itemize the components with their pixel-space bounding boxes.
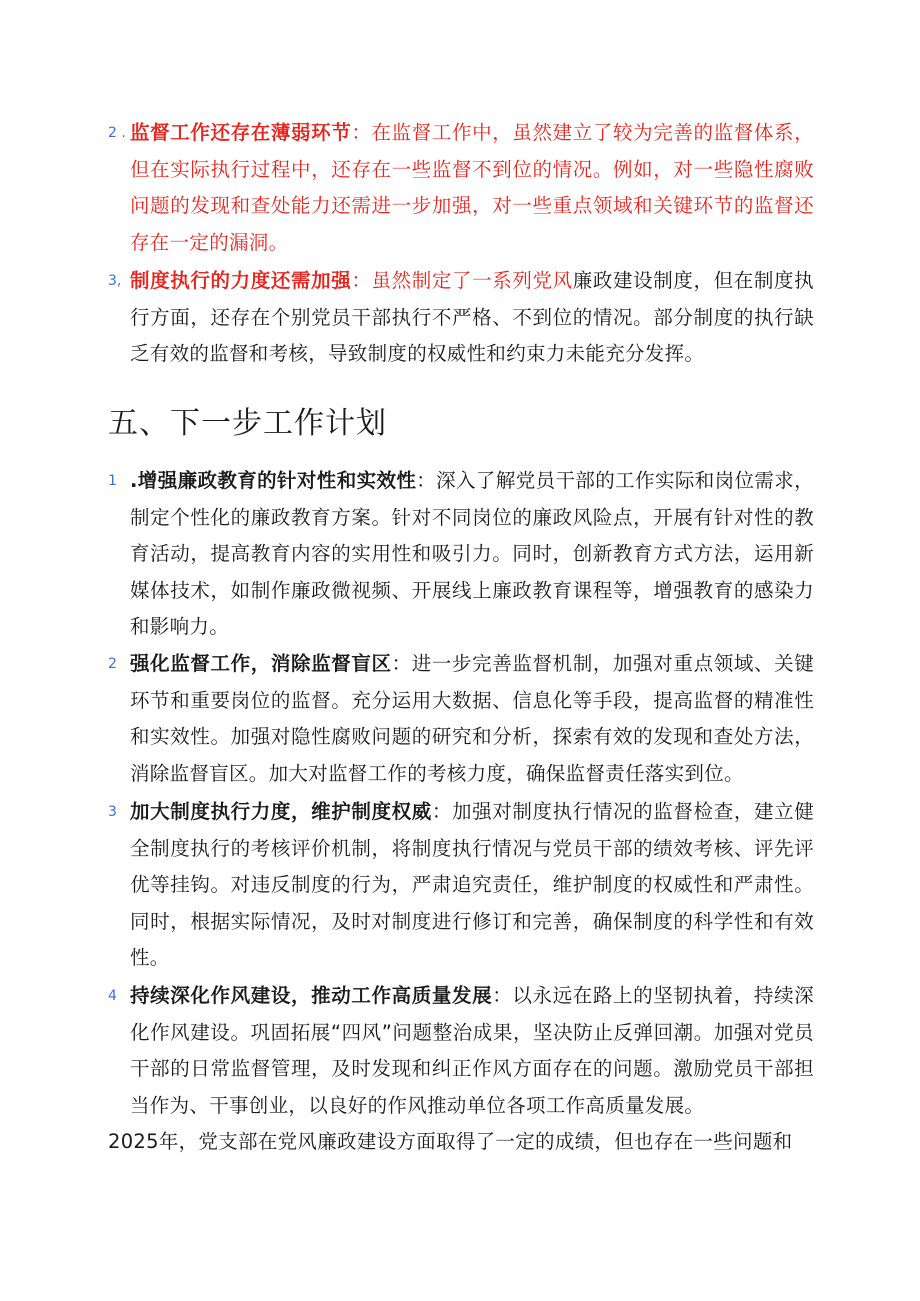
list-number: 2 . (108, 125, 126, 141)
weakness-item-3-red-text: 虽然制定了一系列党风 (371, 269, 573, 292)
weakness-item-2 (108, 115, 814, 261)
plan-item-1-body: 深入了解党员干部的工作实际和岗位需求，制定个性化的廉政教育方案。针对不同岗位的廉政风险点，开展有针对性的教育活动，提高教育内容的实用性和吸引力。同时，创新教育方式方法，运用新媒体技术，如制作廉政微视频、开展线上廉政教育课程等，增强教育的感染力和影响力。 (130, 469, 814, 638)
heading-separator: ： (391, 652, 412, 675)
heading-separator: ： (351, 121, 372, 144)
plan-item-1-heading: .增强廉政教育的针对性和实效性 (130, 469, 417, 492)
heading-separator: ： (431, 800, 453, 823)
plan-item-2-heading: 强化监督工作，消除监督盲区 (130, 652, 392, 675)
weakness-item-3-body: 廉政建设制度，但在制度执行方面，还存在个别党员干部执行不严格、不到位的情况。部分制度的执行缺乏有效的监督和考核，导致制度的权威性和约束力未能充分发挥。 (130, 269, 814, 365)
plan-item-1-text (130, 463, 814, 646)
weakness-item-2-body: 在监督工作中，虽然建立了较为完善的监督体系，但在实际执行过程中，还存在一些监督不到位的情况。例如，对一些隐性腐败问题的发现和查处能力还需进一步加强，对一些重点领域和关键环节的监督还存在一定的漏洞。 (130, 121, 814, 254)
plan-item-4 (108, 978, 814, 1124)
plan-item-1 (108, 463, 814, 646)
list-number: 3 (108, 804, 117, 820)
weakness-item-2-heading: 监督工作还存在薄弱环节 (130, 121, 352, 144)
plan-item-2-body: 进一步完善监督机制，加强对重点领域、关键环节和重要岗位的监督。充分运用大数据、信息化等手段，提高监督的精准性和实效性。加强对隐性腐败问题的研究和分析，探索有效的发现和查处方法，消除监督盲区。加大对监督工作的考核力度，确保监督责任落实到位。 (130, 652, 814, 785)
closing-paragraph: 2025年，党支部在党风廉政建设方面取得了一定的成绩，但也存在一些问题和 (108, 1130, 793, 1153)
plan-item-4-heading: 持续深化作风建设，推动工作高质量发展 (130, 984, 493, 1007)
heading-separator: ： (416, 469, 437, 492)
plan-item-3-body: 加强对制度执行情况的监督检查，建立健全制度执行的考核评价机制，将制度执行情况与党员干部的绩效考核、评先评优等挂钩。对违反制度的行为，严肃追究责任，维护制度的权威性和严肃性。同时，根据实际情况，及时对制度进行修订和完善，确保制度的科学性和有效性。 (130, 800, 814, 969)
plan-item-4-body: 以永远在路上的坚韧执着，持续深化作风建设。巩固拓展“四风”问题整治成果，坚决防止反弹回潮。加强对党员干部的日常监督管理，及时发现和纠正作风方面存在的问题。激励党员干部担当作为、干事创业，以良好的作风推动单位各项工作高质量发展。 (130, 984, 814, 1117)
section-title: 五、下一步工作计划 (108, 406, 387, 441)
list-number: 3, (108, 273, 122, 289)
weakness-item-2-text (130, 115, 814, 261)
weakness-item-3-heading: 制度执行的力度还需加强 (130, 269, 352, 292)
plan-item-3-text (130, 794, 814, 977)
list-number: 2 (108, 656, 117, 672)
plan-item-2 (108, 646, 814, 792)
plan-item-4-text (130, 978, 814, 1124)
plan-item-2-text (130, 646, 814, 792)
heading-separator: ： (492, 984, 513, 1007)
weakness-item-3-text (130, 263, 814, 373)
weakness-item-3 (108, 263, 814, 373)
list-number: 1 (108, 473, 117, 489)
heading-separator: ： (351, 269, 372, 292)
list-number: 4 (108, 988, 117, 1004)
plan-item-3 (108, 794, 814, 977)
plan-item-3-heading: 加大制度执行力度，维护制度权威 (130, 800, 432, 823)
